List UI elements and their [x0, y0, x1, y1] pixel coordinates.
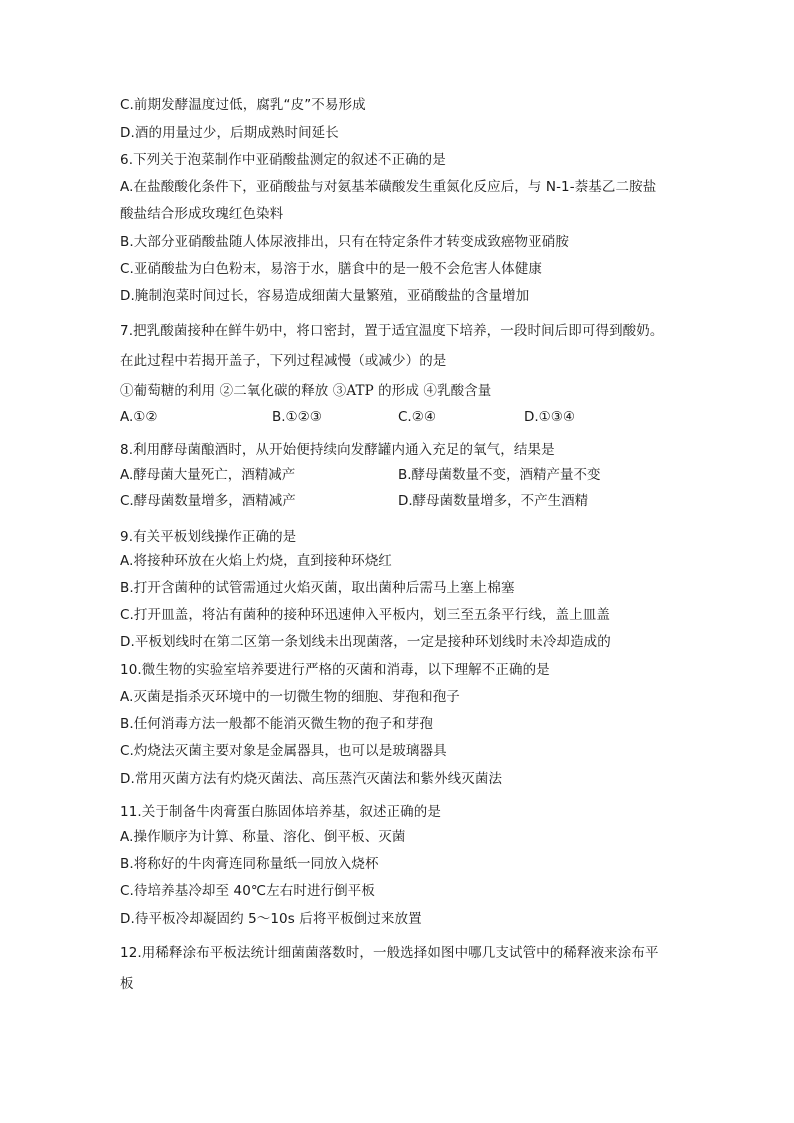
q12-stem-line2: 板	[120, 976, 134, 992]
q10-option-a: A.灭菌是指杀灭环境中的一切微生物的细胞、芽孢和孢子	[120, 689, 460, 705]
q11-option-a: A.操作顺序为计算、称量、溶化、倒平板、灭菌	[120, 829, 406, 845]
q6-option-b: B.大部分亚硝酸盐随人体尿液排出，只有在特定条件才转变成致癌物亚硝胺	[120, 234, 569, 250]
q11-option-c: C.待培养基冷却至 40℃左右时进行倒平板	[120, 883, 375, 899]
q9-option-a: A.将接种环放在火焰上灼烧，直到接种环烧红	[120, 553, 392, 569]
q6-option-a-line2: 酸盐结合形成玫瑰红色染料	[120, 206, 284, 222]
q7-option-d: D.①③④	[524, 409, 575, 425]
q9-option-c: C.打开皿盖，将沾有菌种的接种环迅速伸入平板内，划三至五条平行线，盖上皿盖	[120, 607, 610, 623]
q11-option-d: D.待平板冷却凝固约 5～10s 后将平板倒过来放置	[120, 911, 422, 927]
q8-option-a: A.酵母菌大量死亡，酒精减产	[120, 467, 296, 483]
q7-stem-line2: 在此过程中若揭开盖子，下列过程减慢（或减少）的是	[120, 353, 447, 369]
q12-stem-line1: 12.用稀释涂布平板法统计细菌菌落数时，一般选择如图中哪几支试管中的稀释液来涂布平	[120, 945, 659, 961]
q5-option-d: D.酒的用量过少，后期成熟时间延长	[120, 125, 339, 141]
q10-option-d: D.常用灭菌方法有灼烧灭菌法、高压蒸汽灭菌法和紫外线灭菌法	[120, 771, 503, 787]
q9-option-d: D.平板划线时在第二区第一条划线未出现菌落，一定是接种环划线时未冷却造成的	[120, 634, 611, 650]
q8-stem: 8.利用酵母菌酿酒时，从开始便持续向发酵罐内通入充足的氧气，结果是	[120, 442, 555, 458]
q10-option-b: B.任何消毒方法一般都不能消灭微生物的孢子和芽孢	[120, 716, 433, 732]
q9-option-b: B.打开含菌种的试管需通过火焰灭菌，取出菌种后需马上塞上棉塞	[120, 580, 515, 596]
q11-option-b: B.将称好的牛肉膏连同称量纸一同放入烧杯	[120, 856, 379, 872]
q8-option-d: D.酵母菌数量增多，不产生酒精	[398, 493, 589, 509]
q8-option-b: B.酵母菌数量不变，酒精产量不变	[398, 467, 601, 483]
q7-option-c: C.②④	[398, 409, 436, 425]
q7-option-b: B.①②③	[272, 409, 322, 425]
q10-stem: 10.微生物的实验室培养要进行严格的灭菌和消毒，以下理解不正确的是	[120, 662, 550, 678]
q6-option-a-line1: A.在盐酸酸化条件下，亚硝酸盐与对氨基苯磺酸发生重氮化反应后，与 N-1-萘基乙二胺盐	[120, 179, 657, 195]
q8-option-c: C.酵母菌数量增多，酒精减产	[120, 493, 296, 509]
q5-option-c: C.前期发酵温度过低，腐乳“皮”不易形成	[120, 97, 366, 113]
q6-option-c: C.亚硝酸盐为白色粉末，易溶于水，膳食中的是一般不会危害人体健康	[120, 261, 542, 277]
q11-stem: 11.关于制备牛肉膏蛋白胨固体培养基，叙述正确的是	[120, 804, 441, 820]
q9-stem: 9.有关平板划线操作正确的是	[120, 529, 297, 545]
q7-option-a: A.①②	[120, 409, 158, 425]
q6-option-d: D.腌制泡菜时间过长，容易造成细菌大量繁殖，亚硝酸盐的含量增加	[120, 288, 530, 304]
q6-stem: 6.下列关于泡菜制作中亚硝酸盐测定的叙述不正确的是	[120, 152, 446, 168]
q7-items: ①葡萄糖的利用 ②二氧化碳的释放 ③ATP 的形成 ④乳酸含量	[120, 383, 492, 399]
q7-stem-line1: 7.把乳酸菌接种在鲜牛奶中，将口密封，置于适宜温度下培养，一段时间后即可得到酸奶。	[120, 323, 664, 339]
q10-option-c: C.灼烧法灭菌主要对象是金属器具，也可以是玻璃器具	[120, 743, 447, 759]
